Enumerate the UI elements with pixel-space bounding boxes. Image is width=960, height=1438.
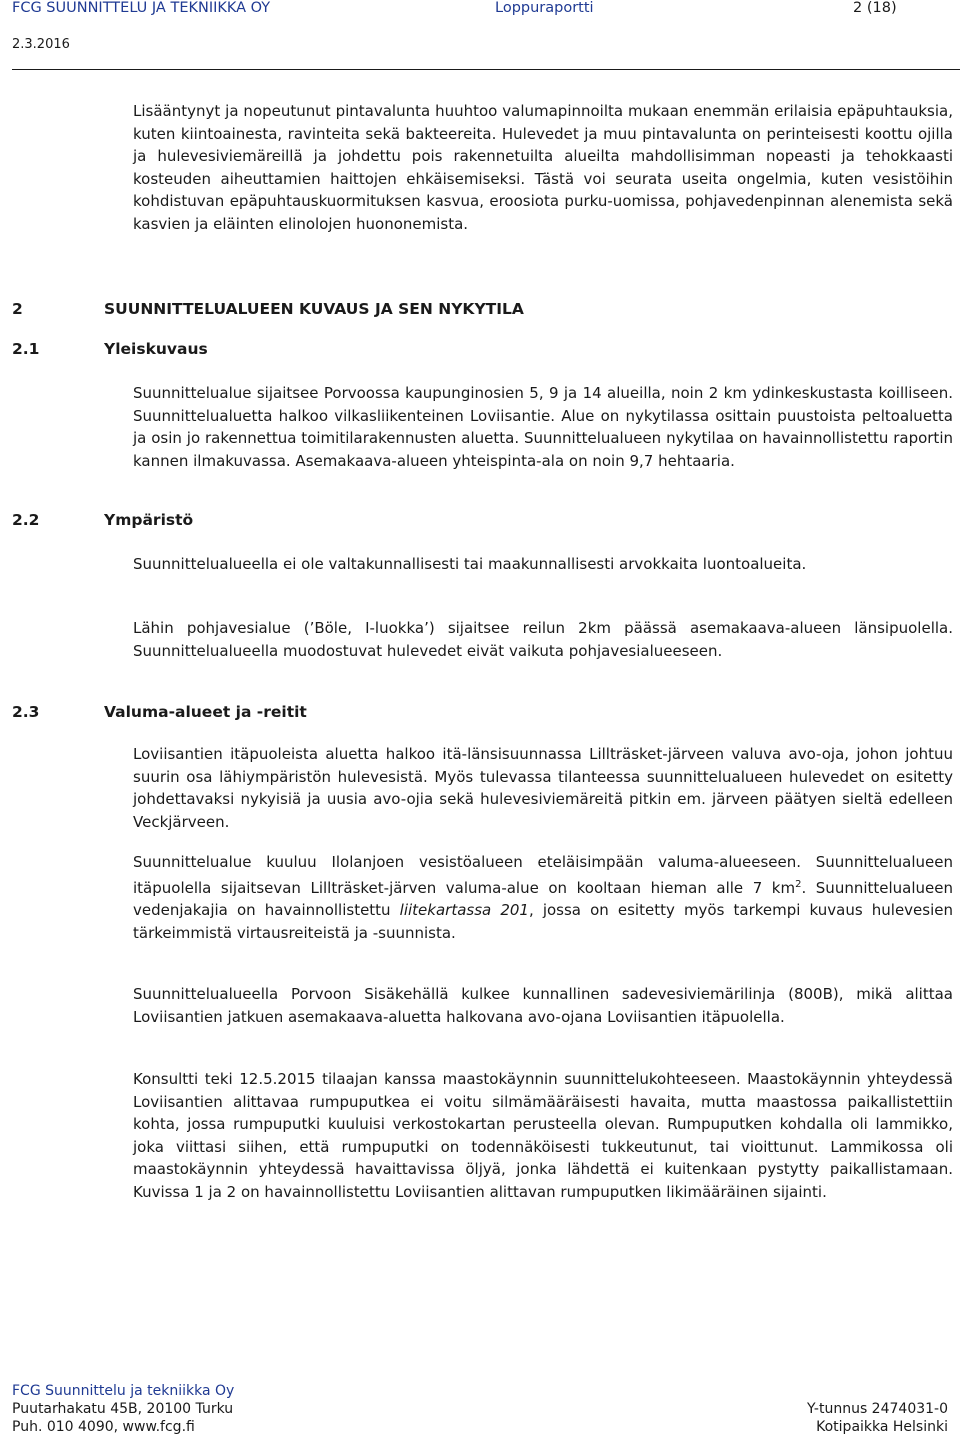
paragraph-2-text-c: , jossa on esitetty myös tarkempi kuvaus hulevesien tärkeimmistä virtausreiteistä ja -suunnista. bbox=[133, 901, 953, 942]
section-2-title: SUUNNITTELUALUEEN KUVAUS JA SEN NYKYTILA bbox=[104, 300, 524, 318]
appendix-map-reference: liitekartassa 201 bbox=[399, 901, 529, 920]
header-company: FCG SUUNNITTELU JA TEKNIIKKA OY bbox=[12, 0, 271, 16]
section-2-1-paragraph: Suunnittelualue sijaitsee Porvoossa kaupunginosien 5, 9 ja 14 alueilla, noin 2 km ydinkeskustasta koilliseen. Suunnittelualuetta halkoo vilkasliikenteinen Loviisantie. Alue on nykytilassa osittain puustoista peltoaluetta ja osin jo rakennettua toimitilarakennusten aluetta. Suunnittelualueen nykytilaa on havainnollistettu raportin kannen ilmakuvassa. Asemakaava-alueen yhteispinta-ala on noin 9,7 hehtaaria. bbox=[133, 384, 953, 470]
paragraph-2-text-a: Suunnittelualue kuuluu Ilolanjoen vesistöalueen eteläisimpään valuma-alueeseen. Suunnittelualueen itäpuolella sijaitsevan Lillträsket-järven valuma-alue on kooltaan hieman alle 7 km bbox=[133, 853, 953, 897]
section-2-3-paragraph-2 bbox=[133, 851, 953, 944]
section-2-3-title: Valuma-alueet ja -reitit bbox=[104, 703, 307, 721]
section-2-3-paragraph-4: Konsultti teki 12.5.2015 tilaajan kanssa maastokäynnin suunnittelukohteeseen. Maastokäynnin yhteydessä Loviisantien alittavaa rumpuputkea ei voitu silmämääräisesti havaita, mutta maastossa paikallistettiin kohta, jossa rumpuputki kuuluisi verkostokartan perusteella olevan. Rumpuputken kohdalla oli lammikko, joka viittasi siihen, että rumpuputki on todennäköisesti tukkeutunut, tai vioittunut. Lammikossa oli maastokäynnin yhteydessä havaittavissa öljyä, jonka lähdettä ei kuitenkaan pystytty paikallistamaan. Kuvissa 1 ja 2 on havainnollistettu Loviisantien alittavan rumpuputken likimääräinen sijainti. bbox=[133, 1070, 953, 1201]
superscript-2: 2 bbox=[795, 878, 802, 890]
section-2-3-number: 2.3 bbox=[12, 703, 40, 721]
section-2-2-number: 2.2 bbox=[12, 511, 40, 529]
section-2-heading bbox=[12, 300, 524, 318]
section-2-2-paragraph-1: Suunnittelualueella ei ole valtakunnallisesti tai maakunnallisesti arvokkaita luontoalueita. bbox=[133, 555, 807, 573]
header-date: 2.3.2016 bbox=[12, 37, 70, 52]
section-2-3-paragraph-3: Suunnittelualueella Porvoon Sisäkehällä kulkee kunnallinen sadevesiviemärilinja (800B), mikä alittaa Loviisantien jatkuen asemakaava-aluetta halkovana avo-ojana Loviisantien itäpuolella. bbox=[133, 985, 953, 1026]
footer-address: Puutarhakatu 45B, 20100 Turku bbox=[12, 1401, 234, 1417]
section-2-3-heading bbox=[12, 703, 307, 721]
footer-phone-web: Puh. 010 4090, www.fcg.fi bbox=[12, 1419, 195, 1435]
footer-right bbox=[807, 1400, 948, 1436]
header-document-title: Loppuraportti bbox=[495, 0, 594, 16]
footer-company: FCG Suunnittelu ja tekniikka Oy bbox=[12, 1383, 235, 1399]
header-page-number: 2 (18) bbox=[853, 0, 897, 16]
section-2-1-title: Yleiskuvaus bbox=[104, 340, 208, 358]
section-2-number: 2 bbox=[12, 300, 23, 318]
section-2-3-paragraph-1: Loviisantien itäpuoleista aluetta halkoo itä-länsisuunnassa Lillträsket-järveen valuva avo-oja, johon johtuu suurin osa lähiympäristön hulevesistä. Myös tulevassa tilanteessa suunnittelualueen hulevedet on esitetty johdettavaksi nykyisiä ja uusia avo-ojia sekä hulevesiviemäreitä pitkin em. järveen päätyen sieltä edelleen Veckjärveen. bbox=[133, 745, 953, 831]
footer-business-id: Y-tunnus 2474031-0 bbox=[807, 1401, 948, 1417]
section-2-2-heading bbox=[12, 511, 193, 529]
section-2-1-number: 2.1 bbox=[12, 340, 40, 358]
header-divider bbox=[12, 69, 960, 70]
intro-paragraph: Lisääntynyt ja nopeutunut pintavalunta huuhtoo valumapinnoilta mukaan enemmän erilaisia epäpuhtauksia, kuten kiintoainesta, ravinteita sekä bakteereita. Hulevedet ja muu pintavalunta on perinteisesti koottu ojilla ja hulevesiviemäreillä ja johdettu pois rakennetuilta alueilta mahdollisimman nopeasti ja tehokkaasti kosteuden aiheuttamien haittojen ehkäisemiseksi. Tästä voi seurata useita ongelmia, kuten vesistöihin kohdistuvan epäpuhtauskuormituksen kasvua, eroosiota purku-uomissa, pohjavedenpinnan alenemista sekä kasvien ja eläinten elinolojen huononemista. bbox=[133, 102, 953, 233]
footer-left bbox=[12, 1382, 234, 1436]
section-2-2-paragraph-2: Lähin pohjavesialue (’Böle, I-luokka’) sijaitsee reilun 2km päässä asemakaava-alueen länsipuolella. Suunnittelualueella muodostuvat hulevedet eivät vaikuta pohjavesialueeseen. bbox=[133, 619, 953, 660]
section-2-1-heading bbox=[12, 340, 208, 358]
footer-domicile: Kotipaikka Helsinki bbox=[816, 1419, 948, 1435]
section-2-2-title: Ympäristö bbox=[104, 511, 194, 529]
paragraph-2-text-b: . Suunnittelualueen vedenjakajia on havainnollistettu bbox=[133, 878, 954, 920]
page-header bbox=[0, 0, 960, 60]
